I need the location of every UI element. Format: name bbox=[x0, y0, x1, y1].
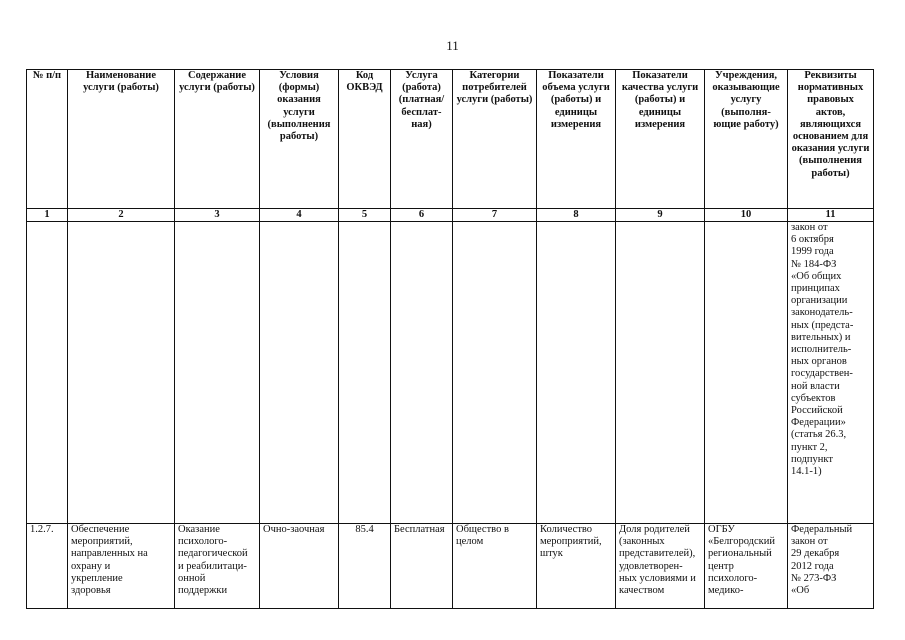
header-cell: Реквизиты нормативных правовых актов, являющихся основанием для оказания услуги (выполнения работы) bbox=[788, 70, 874, 209]
empty-cell bbox=[453, 222, 537, 524]
column-number: 7 bbox=[453, 209, 537, 222]
service-conditions: Очно-заочная bbox=[260, 524, 339, 609]
quality-indicator: Доля родителей (законных представителей), удовлетворен- ных условиями и качеством bbox=[616, 524, 705, 609]
header-cell: Показатели объема услуги (работы) и единицы измерения bbox=[537, 70, 616, 209]
paid-status: Бесплатная bbox=[391, 524, 453, 609]
service-content: Оказание психолого- педагогической и реабилитаци- онной поддержки bbox=[175, 524, 260, 609]
header-row bbox=[27, 70, 874, 209]
services-table bbox=[26, 69, 874, 609]
empty-cell bbox=[27, 222, 68, 524]
volume-indicator: Количество мероприятий, штук bbox=[537, 524, 616, 609]
empty-cell bbox=[391, 222, 453, 524]
column-number: 6 bbox=[391, 209, 453, 222]
header-cell: № п/п bbox=[27, 70, 68, 209]
service-name: Обеспечение мероприятий, направленных на охрану и укрепление здоровья bbox=[68, 524, 175, 609]
column-number: 11 bbox=[788, 209, 874, 222]
institution: ОГБУ «Белгородский региональный центр психолого- медико- bbox=[705, 524, 788, 609]
column-number: 1 bbox=[27, 209, 68, 222]
header-cell: Код ОКВЭД bbox=[339, 70, 391, 209]
column-number-row bbox=[27, 209, 874, 222]
legal-acts: Федеральный закон от 29 декабря 2012 года № 273-ФЗ «Об bbox=[788, 524, 874, 609]
empty-cell bbox=[175, 222, 260, 524]
header-cell: Условия (формы) оказания услуги (выполнения работы) bbox=[260, 70, 339, 209]
table-row bbox=[27, 524, 874, 609]
header-cell: Учреждения, оказывающие услугу (выполня- ющие работу) bbox=[705, 70, 788, 209]
row-number: 1.2.7. bbox=[27, 524, 68, 609]
column-number: 9 bbox=[616, 209, 705, 222]
column-number: 8 bbox=[537, 209, 616, 222]
column-number: 4 bbox=[260, 209, 339, 222]
column-number: 2 bbox=[68, 209, 175, 222]
header-cell: Услуга (работа) (платная/ бесплат- ная) bbox=[391, 70, 453, 209]
empty-cell bbox=[705, 222, 788, 524]
legal-acts-continuation: закон от 6 октября 1999 года № 184-ФЗ «Об общих принципах организации законодатель- ных (предста- вительных) и исполнитель- ных органов государствен- ной власти субъектов Российской Федерации» (статья 26.3, пункт 2, подпункт 14.1-1) bbox=[788, 222, 874, 524]
column-number: 5 bbox=[339, 209, 391, 222]
header-cell: Категории потребителей услуги (работы) bbox=[453, 70, 537, 209]
empty-cell bbox=[339, 222, 391, 524]
header-cell: Содержание услуги (работы) bbox=[175, 70, 260, 209]
column-number: 10 bbox=[705, 209, 788, 222]
empty-cell bbox=[260, 222, 339, 524]
column-number: 3 bbox=[175, 209, 260, 222]
header-cell: Показатели качества услуги (работы) и единицы измерения bbox=[616, 70, 705, 209]
page-number: 11 bbox=[446, 38, 459, 53]
header-cell: Наименование услуги (работы) bbox=[68, 70, 175, 209]
empty-cell bbox=[537, 222, 616, 524]
empty-cell bbox=[616, 222, 705, 524]
okved-code: 85.4 bbox=[339, 524, 391, 609]
empty-cell bbox=[68, 222, 175, 524]
continuation-row bbox=[27, 222, 874, 524]
consumer-category: Общество в целом bbox=[453, 524, 537, 609]
